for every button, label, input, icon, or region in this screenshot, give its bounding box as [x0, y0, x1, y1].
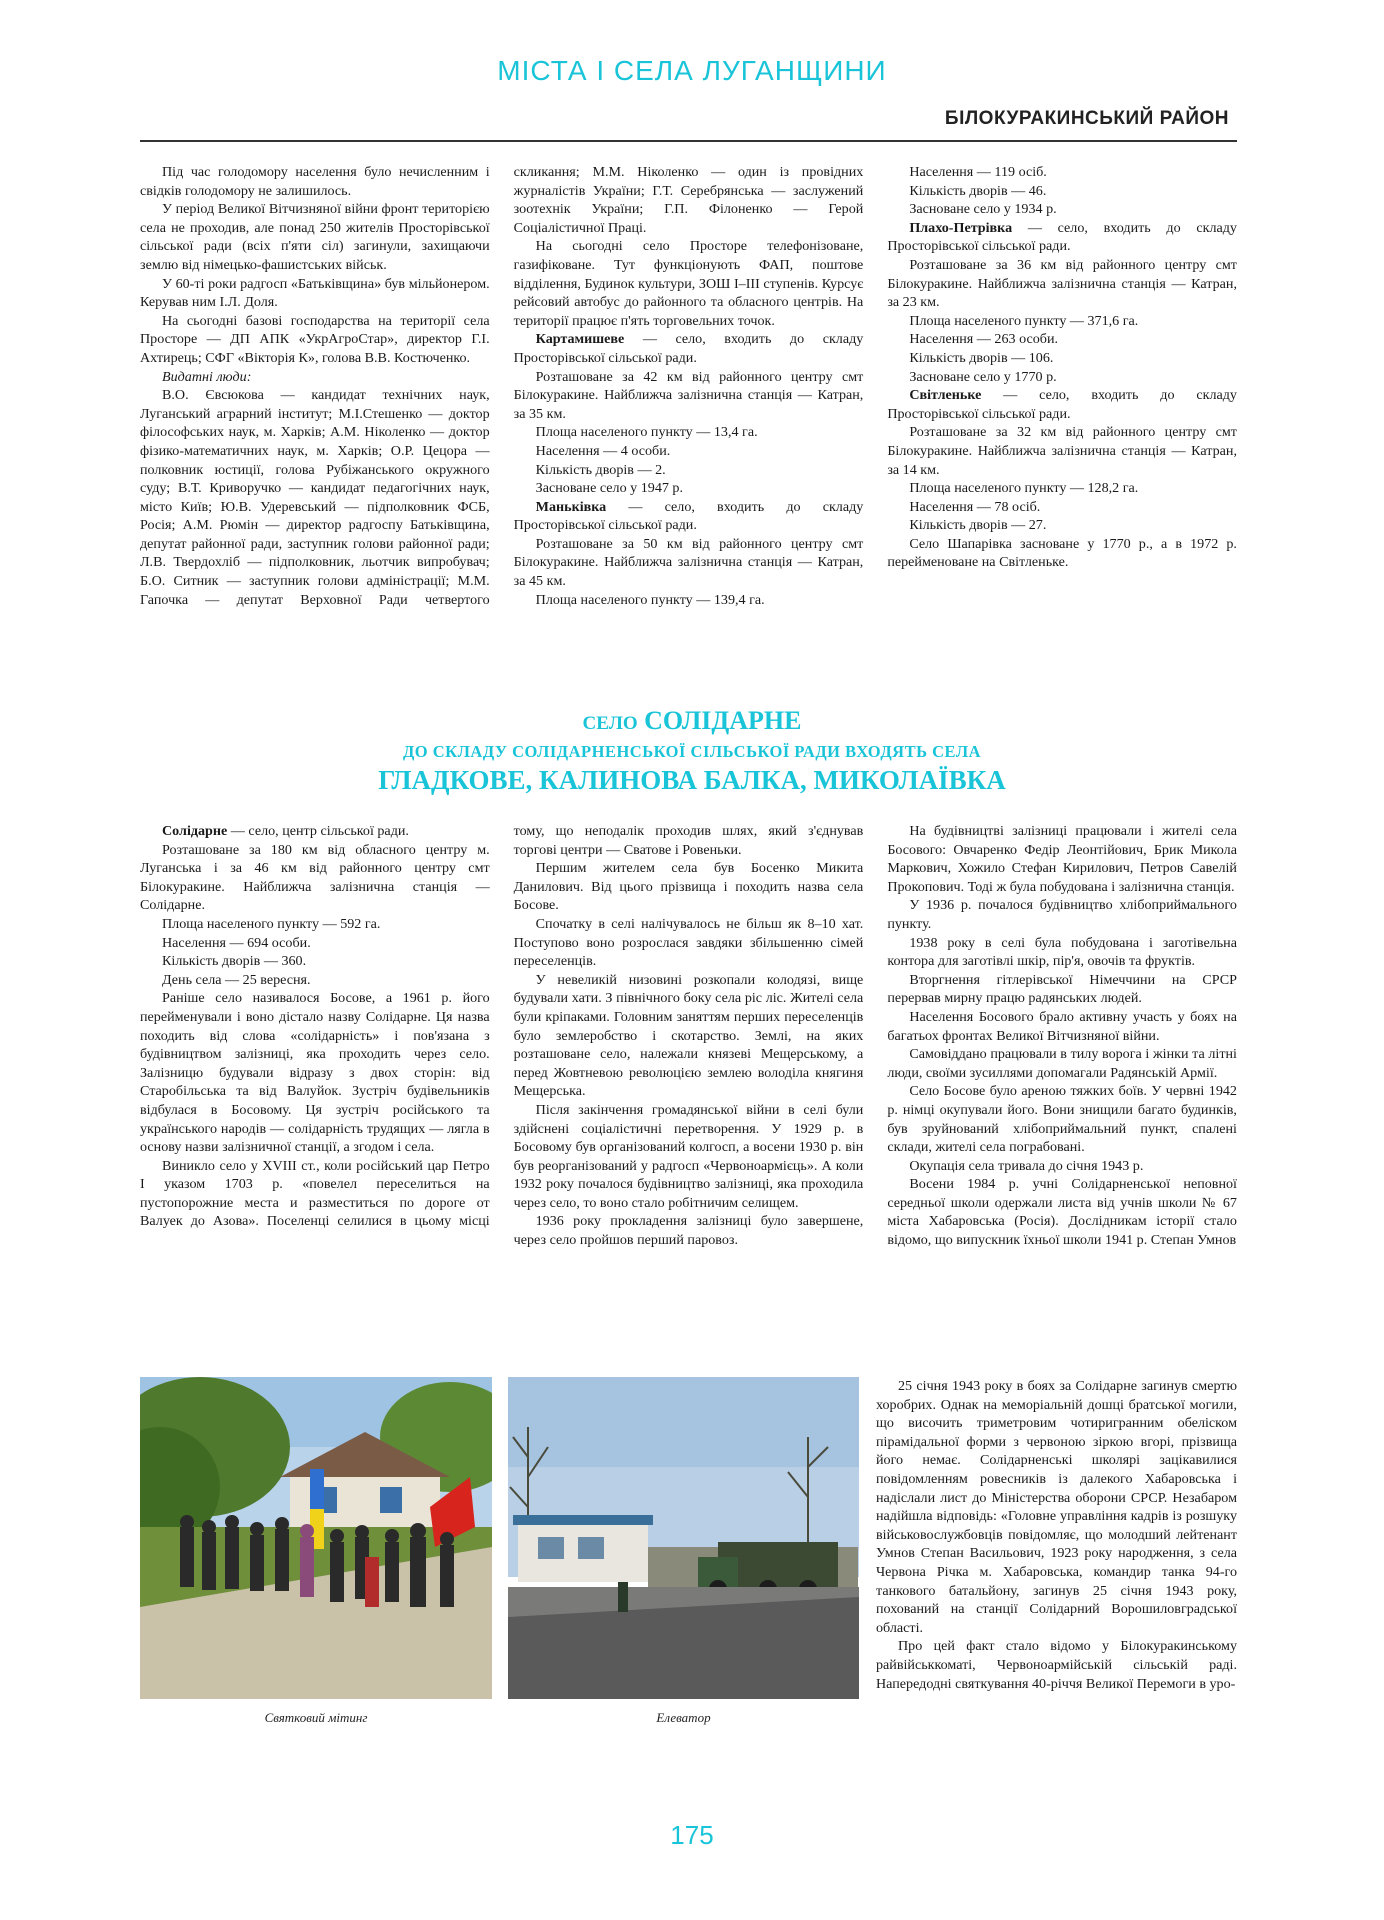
paragraph: Кількість дворів — 2. [535, 461, 666, 478]
paragraph: Село Шапарівка засноване у 1770 р., а в 1972 р. перейменоване на Світленьке. [887, 535, 1237, 571]
photo-elevator-image [508, 1377, 859, 1699]
paragraph: Кількість дворів — 46. [909, 182, 1047, 199]
top-text-columns [140, 163, 1237, 683]
photo-festive-rally [140, 1377, 492, 1699]
paragraph: На сьогодні базові господарства на території села Просторе — ДП АПК «УкрАгроСтар», директор Г.І. Ахтирець; СФГ «Вікторія К», голова В.В. Костюченко. [140, 312, 490, 366]
paragraph: Кількість дворів — 27. [909, 517, 1047, 534]
photo-elevator [508, 1377, 859, 1699]
paragraph: Про цей факт стало відомо у Білокуракинському райвійськкоматі, Червоноармійській сільській раді. Напередодні святкування 40-річчя Великої Перемоги в уро- [876, 1638, 1237, 1692]
article-heading-name: СОЛІДАРНЕ [644, 706, 802, 735]
paragraph: У 60-ті роки радгосп «Батьківщина» був мільйонером. Керував ним І.Л. Доля. [140, 275, 490, 311]
paragraph: Розташоване за 180 км від обласного центру м. Луганська і за 46 км від районного центру смт Білокуракине. Найближча залізнична станція — Солідарне. [140, 841, 490, 914]
page-number: 175 [670, 1820, 714, 1850]
article-heading [0, 706, 1384, 736]
article-villages: ГЛАДКОВЕ, КАЛИНОВА БАЛКА, МИКОЛАЇВКА [378, 765, 1006, 795]
paragraph: Виникло село у XVIII ст., коли російський цар Петро І указом 1703 р. «повелел переселиться на пустопорожние места и разместиться по дороге от Валуек до Азова». Поселенці селилися в цьому місці тому, що неподалік проходив шлях, який з'єднував торгові центри — Сватове і Ровеньки. [140, 823, 864, 1230]
article-subheading: ДО СКЛАДУ СОЛІДАРНЕНСЬКОЇ СІЛЬСЬКОЇ РАДИ ВХОДЯТЬ СЕЛА [402, 742, 982, 761]
paragraph: Вторгнення гітлерівської Німеччини на СРСР перервав мирну працю радянських людей. [887, 971, 1237, 1007]
right-text-column [876, 1377, 1237, 1867]
subheading-notable-people: Видатні люди: [162, 368, 252, 385]
village-entry: Плахо-Петрівка — село, входить до складу Просторівської сільської ради. [887, 219, 1237, 255]
photo-festive-rally-image [140, 1377, 492, 1699]
article-heading-prefix: СЕЛО [582, 713, 638, 734]
paragraph: День села — 25 вересня. [162, 971, 311, 988]
village-entry: Маньківка — село, входить до складу Просторівської сільської ради. [513, 498, 864, 534]
paragraph: 1936 року прокладення залізниці було завершене, через село пройшов перший паровоз. [513, 1213, 864, 1249]
paragraph: Розташоване за 32 км від районного центру смт Білокуракине. Найближча залізнична станція — Катран, за 14 км. [887, 424, 1237, 478]
paragraph: Розташоване за 36 км від районного центру смт Білокуракине. Найближча залізнична станція — Катран, за 23 км. [887, 256, 1237, 311]
paragraph: Населення — 119 осіб. [909, 164, 1047, 180]
bottom-text-columns [140, 822, 1237, 1392]
paragraph: Після закінчення громадянської війни в селі були здійснені соціалістичні перетворення. У 1929 р. в Босовому був організований колгосп, а восени 1930 р. він був реорганізований у радгосп «Червоноармієць». А коли 1932 року почалося будівництво залізниці, яка проходила через село, то воно стало робітничим селищем. [513, 1101, 864, 1211]
paragraph: На будівництві залізниці працювали і жителі села Босового: Овчаренко Федір Леонтійович, Брик Микола Маркович, Хожило Стефан Кирилович, Петров Савелій Прокопович. Тоді ж була побудована і залізнична станція. [887, 823, 1237, 895]
paragraph: Населення — 4 особи. [535, 442, 671, 459]
paragraph: 25 січня 1943 року в боях за Солідарне загинув смертю хоробрих. Однак на меморіальній дошці братської могили, що височить триметровим чотиригранним обеліском пірамідальної форми з червоною зіркою вгорі, прізвища його немає. Солідарненські школярі зацікавилися повідомленням ровесників із далекого Хабаровська і надіслали лист до Міністерства оборони СРСР. Незабаром надійшла відповідь: «Головне управління кадрів із розшуку військовослужбовців повідомляє, що молодший лейтенант Умнов Степан Васильович, 1923 року народження, з села Червона Річка м. Хабаровська, командир танка 94-го танкового батальйону, загинув 25 січня 1943 року, похований на станції Солідарний Ворошиловградської області. [876, 1378, 1237, 1636]
paragraph: Окупація села тривала до січня 1943 р. [909, 1157, 1144, 1174]
paragraph: Розташоване за 42 км від районного центру смт Білокуракине. Найближча залізнична станція — Катран, за 35 км. [513, 368, 864, 422]
paragraph: Першим жителем села був Босенко Микита Данилович. Від цього прізвища і походить назва села Босове. [513, 860, 864, 914]
section-header: БІЛОКУРАКИНСЬКИЙ РАЙОН [944, 108, 1229, 129]
paragraph: Спочатку в селі налічувалось не більш як 8–10 хат. Поступово воно розрослася завдяки збільшенню сімей переселенців. [513, 915, 864, 970]
paragraph: Раніше село називалося Босове, а 1961 р. його перейменували і воно дістало назву Солідарне. Ця назва походить від слова «солідарність» і пов'язана з будівництвом залізниці, яка проходить через село. Залізницю будували відразу з двох сторін: від Старобільська та від Валуйок. Зустріч будівельників відбулася в Босовому. Ця зустріч російського та українського народів — солідарність трудящих — лягла в основу назви залізничної станції, а згодом і села. [140, 990, 490, 1156]
paragraph: Село Босове було ареною тяжких боїв. У червні 1942 р. німці окупували його. Вони знищили багато будинків, був зруйнований хлібоприймальний пункт, спалені склади, жителі села пограбовані. [887, 1083, 1237, 1156]
photo-caption-festive-rally: Святковий мітинг [264, 1710, 368, 1725]
paragraph: Площа населеного пункту — 139,4 га. [535, 591, 765, 608]
paragraph: Населення — 694 особи. [162, 934, 311, 951]
paragraph: Площа населеного пункту — 592 га. [162, 915, 381, 932]
paragraph: На сьогодні село Просторе телефонізоване, газифіковане. Тут функціонують ФАП, поштове відділення, Будинок культури, ЗОШ I–III ступенів. Курсує рейсовий автобус до районного та обласного центрів. На території працює п'ять торговельних точок. [513, 238, 864, 329]
paragraph: 1938 року в селі була побудована і заготівельна контора для заготівлі шкір, пір'я, овочів та фруктів. [887, 934, 1237, 970]
paragraph: Кількість дворів — 360. [162, 953, 307, 970]
paragraph: Кількість дворів — 106. [909, 349, 1054, 366]
paragraph: Засноване село у 1934 р. [909, 201, 1057, 218]
village-entry: Картамишеве — село, входить до складу Просторівської сільської ради. [513, 331, 864, 366]
paragraph: Населення — 78 осіб. [909, 498, 1041, 515]
village-entry: Солідарне — село, центр сільської ради. [162, 823, 409, 839]
paragraph: Площа населеного пункту — 371,6 га. [909, 312, 1139, 329]
paragraph: У 1936 р. почалося будівництво хлібоприймального пункту. [887, 897, 1237, 932]
paragraph: У невеликій низовині розкопали колодязі, вище будували хати. З північного боку села ріс ліс. Жителі села були кріпаками. Головним заняттям перших переселенців було землеробство і скотарство. Землі, на яких розташоване село, належали князеві Мещерському, а перед Жовтневою революцією землею володіла княгиня Мещерська. [513, 971, 864, 1100]
paragraph: В.О. Євсюкова — кандидат технічних наук, Луганський аграрний інститут; М.І.Стешенко — доктор філософських наук, м. Харків; А.М. Ніколенко — доктор фізико-математичних наук, м. Харків; О.Р. Цецора — полковник юстиції, голова Рубіжанського окружного суду; В.Т. Криворучко — кандидат педагогічних наук, місто Київ; Ю.В. Удеревський — підполковник ФСБ, Росія; А.М. Рюмін — директор радгоспу Батьківщина, депутат районної ради, заступник голови районної ради; Л.В. Твердохліб — підполковник, льотчик випробувач; Б.О. Ситник — заступник голови адміністрації; М.М. Гапочка — депутат Верховної Ради четвертого скликання; М.М. Ніколенко — один із провідних журналістів України; Г.Т. Серебрянська — заслужений зоотехнік України; Г.П. Філоненко — Герой Соціалістичної Праці. [140, 164, 864, 608]
header-rule [140, 140, 1237, 142]
photo-caption-elevator: Елеватор [656, 1710, 711, 1725]
village-entry: Світленьке — село, входить до складу Просторівської сільської ради. [887, 387, 1237, 422]
paragraph: У період Великої Вітчизняної війни фронт територією села не проходив, але понад 250 жителів Просторівської сільської ради (всіх п'яти сіл) загинули, захищаючи землю від німецько-фашистських військ. [140, 201, 490, 273]
paragraph: Восени 1984 р. учні Солідарненської неповної середньої школи одержали листа від учнів школи № 67 міста Хабаровська (Росія). Дослідникам історії стало відомо, що випускник їхньої школи 1941 р. Степан Умнов [887, 1176, 1237, 1249]
paragraph: Засноване село у 1770 р. [909, 368, 1057, 385]
paragraph: Самовіддано працювали в тилу ворога і жінки та літні люди, своїми зусиллями допомагали Радянській Армії. [887, 1046, 1237, 1081]
paragraph: Під час голодомору населення було нечисленним і свідків голодомору не залишилось. [140, 164, 490, 199]
running-title: МІСТА І СЕЛА ЛУГАНЩИНИ [497, 55, 887, 86]
paragraph: Населення — 263 особи. [909, 331, 1059, 348]
paragraph: Площа населеного пункту — 128,2 га. [909, 480, 1139, 497]
paragraph: Засноване село у 1947 р. [535, 480, 684, 497]
paragraph: Розташоване за 50 км від районного центру смт Білокуракине. Найближча залізнична станція — Катран, за 45 км. [513, 535, 864, 590]
paragraph: Площа населеного пункту — 13,4 га. [535, 424, 758, 441]
paragraph: Населення Босового брало активну участь у боях на багатьох фронтах Великої Вітчизняної війни. [887, 1008, 1237, 1044]
